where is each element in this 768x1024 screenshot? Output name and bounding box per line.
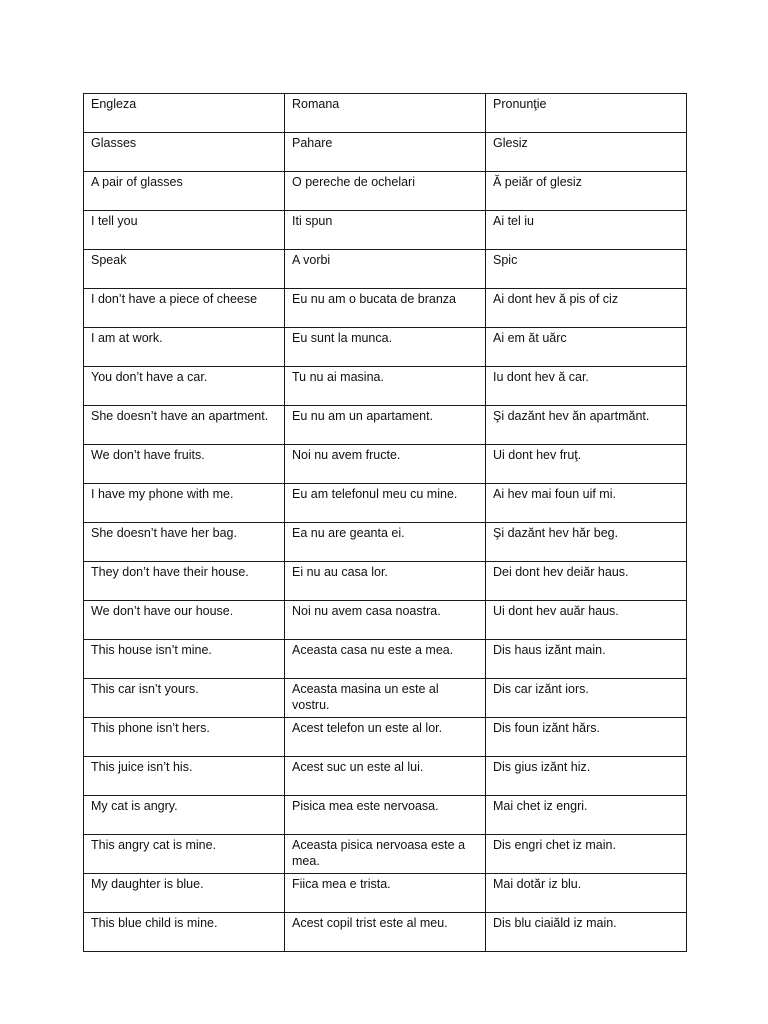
- cell-romanian: O pereche de ochelari: [285, 172, 486, 211]
- table-row: [84, 640, 687, 679]
- cell-pronunciation: Ai tel iu: [486, 211, 687, 250]
- cell-english: This house isn’t mine.: [84, 640, 285, 679]
- cell-pronunciation: Mai dotăr iz blu.: [486, 874, 687, 913]
- cell-pronunciation: Ui dont hev auăr haus.: [486, 601, 687, 640]
- table-row: [84, 679, 687, 718]
- cell-romanian: Eu am telefonul meu cu mine.: [285, 484, 486, 523]
- cell-romanian: Acest suc un este al lui.: [285, 757, 486, 796]
- cell-romanian: Eu nu am un apartament.: [285, 406, 486, 445]
- header-cell-romanian: Romana: [285, 94, 486, 133]
- table-row: [84, 835, 687, 874]
- vocabulary-table-body: [84, 94, 687, 952]
- cell-romanian: Eu sunt la munca.: [285, 328, 486, 367]
- table-row: [84, 289, 687, 328]
- cell-romanian: Tu nu ai masina.: [285, 367, 486, 406]
- table-row: [84, 874, 687, 913]
- cell-english: I am at work.: [84, 328, 285, 367]
- cell-english: My cat is angry.: [84, 796, 285, 835]
- cell-romanian: Aceasta masina un este al vostru.: [285, 679, 486, 718]
- cell-romanian: Acest copil trist este al meu.: [285, 913, 486, 952]
- cell-pronunciation: Dis foun izănt hărs.: [486, 718, 687, 757]
- table-row: [84, 406, 687, 445]
- cell-romanian: Aceasta casa nu este a mea.: [285, 640, 486, 679]
- cell-romanian: Pahare: [285, 133, 486, 172]
- cell-pronunciation: Şi dazănt hev ăn apartmănt.: [486, 406, 687, 445]
- table-row: [84, 796, 687, 835]
- table-row: [84, 172, 687, 211]
- table-row: [84, 250, 687, 289]
- cell-romanian: Acest telefon un este al lor.: [285, 718, 486, 757]
- cell-english: A pair of glasses: [84, 172, 285, 211]
- table-row: [84, 601, 687, 640]
- cell-pronunciation: Dis gius izănt hiz.: [486, 757, 687, 796]
- cell-pronunciation: Glesiz: [486, 133, 687, 172]
- cell-english: This car isn’t yours.: [84, 679, 285, 718]
- cell-pronunciation: Iu dont hev ă car.: [486, 367, 687, 406]
- table-header-row: [84, 94, 687, 133]
- cell-pronunciation: Ă peiăr of glesiz: [486, 172, 687, 211]
- cell-english: This juice isn’t his.: [84, 757, 285, 796]
- cell-romanian: A vorbi: [285, 250, 486, 289]
- cell-english: I don’t have a piece of cheese: [84, 289, 285, 328]
- cell-english: I tell you: [84, 211, 285, 250]
- cell-pronunciation: Dei dont hev deiăr haus.: [486, 562, 687, 601]
- cell-english: I have my phone with me.: [84, 484, 285, 523]
- cell-english: They don’t have their house.: [84, 562, 285, 601]
- cell-pronunciation: Mai chet iz engri.: [486, 796, 687, 835]
- table-row: [84, 133, 687, 172]
- table-row: [84, 562, 687, 601]
- table-row: [84, 484, 687, 523]
- cell-english: We don’t have fruits.: [84, 445, 285, 484]
- table-row: [84, 328, 687, 367]
- header-cell-pronunciation: Pronunţie: [486, 94, 687, 133]
- cell-english: This angry cat is mine.: [84, 835, 285, 874]
- cell-romanian: Noi nu avem casa noastra.: [285, 601, 486, 640]
- cell-pronunciation: Dis car izănt iors.: [486, 679, 687, 718]
- cell-romanian: Aceasta pisica nervoasa este a mea.: [285, 835, 486, 874]
- cell-romanian: Ei nu au casa lor.: [285, 562, 486, 601]
- cell-english: You don’t have a car.: [84, 367, 285, 406]
- cell-english: My daughter is blue.: [84, 874, 285, 913]
- table-row: [84, 367, 687, 406]
- cell-romanian: Ea nu are geanta ei.: [285, 523, 486, 562]
- table-row: [84, 211, 687, 250]
- cell-english: She doesn’t have her bag.: [84, 523, 285, 562]
- table-row: [84, 445, 687, 484]
- cell-pronunciation: Şi dazănt hev hăr beg.: [486, 523, 687, 562]
- cell-english: This phone isn’t hers.: [84, 718, 285, 757]
- cell-pronunciation: Dis engri chet iz main.: [486, 835, 687, 874]
- cell-romanian: Fiica mea e trista.: [285, 874, 486, 913]
- cell-romanian: Iti spun: [285, 211, 486, 250]
- cell-pronunciation: Dis haus izănt main.: [486, 640, 687, 679]
- cell-romanian: Pisica mea este nervoasa.: [285, 796, 486, 835]
- cell-pronunciation: Ai dont hev ă pis of ciz: [486, 289, 687, 328]
- cell-pronunciation: Ui dont hev fruţ.: [486, 445, 687, 484]
- header-cell-english: Engleza: [84, 94, 285, 133]
- cell-english: She doesn’t have an apartment.: [84, 406, 285, 445]
- cell-english: Glasses: [84, 133, 285, 172]
- vocabulary-table: [83, 93, 687, 952]
- table-row: [84, 913, 687, 952]
- cell-english: This blue child is mine.: [84, 913, 285, 952]
- table-row: [84, 757, 687, 796]
- table-row: [84, 523, 687, 562]
- cell-pronunciation: Dis blu ciaiăld iz main.: [486, 913, 687, 952]
- cell-english: We don’t have our house.: [84, 601, 285, 640]
- cell-pronunciation: Ai em ăt uărc: [486, 328, 687, 367]
- cell-romanian: Eu nu am o bucata de branza: [285, 289, 486, 328]
- cell-pronunciation: Ai hev mai foun uif mi.: [486, 484, 687, 523]
- table-row: [84, 718, 687, 757]
- cell-pronunciation: Spic: [486, 250, 687, 289]
- cell-english: Speak: [84, 250, 285, 289]
- cell-romanian: Noi nu avem fructe.: [285, 445, 486, 484]
